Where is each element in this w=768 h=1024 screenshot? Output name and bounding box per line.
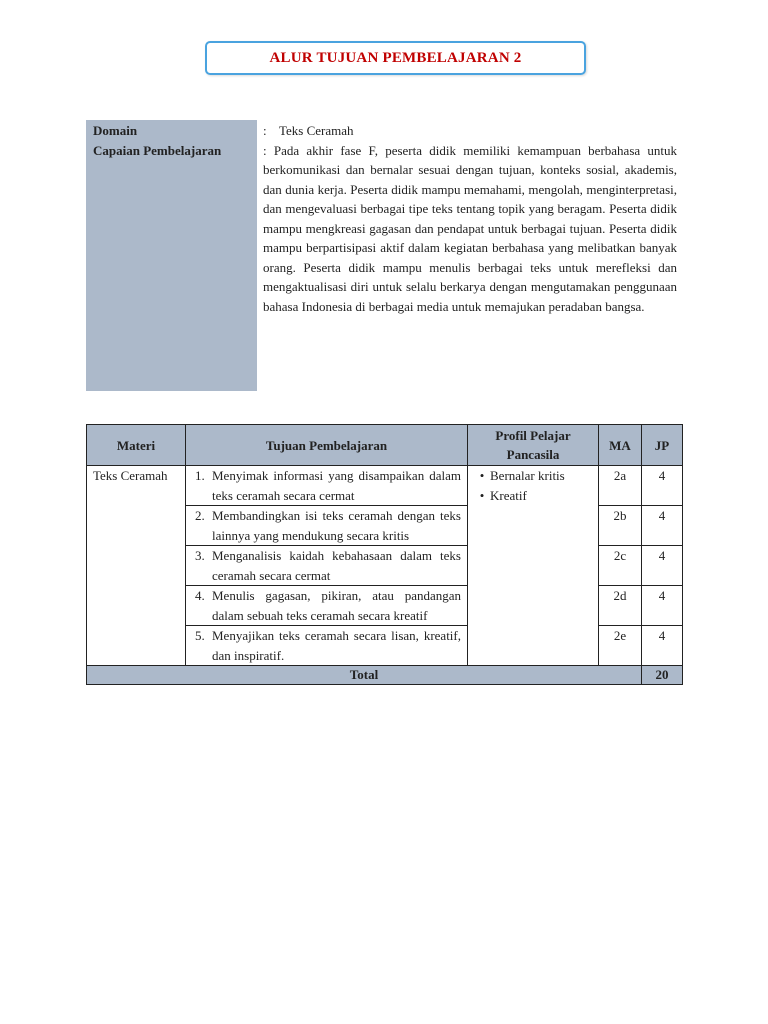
materi-cell: Teks Ceramah: [87, 466, 186, 666]
jp-cell: 4: [642, 466, 683, 506]
profil-cell: [468, 466, 599, 666]
total-label: Total: [87, 666, 642, 685]
page-title: ALUR TUJUAN PEMBELAJARAN 2: [269, 49, 522, 66]
jp-cell: 4: [642, 626, 683, 666]
tujuan-cell: [186, 506, 468, 546]
ma-cell: 2b: [599, 506, 642, 546]
ma-cell: 2c: [599, 546, 642, 586]
header-jp: JP: [642, 425, 683, 466]
cp-paragraph: [263, 141, 677, 317]
domain-value: Teks Ceramah: [279, 123, 354, 138]
list-item: • Bernalar kritis: [474, 466, 592, 486]
header-profil: Profil Pelajar Pancasila: [468, 425, 599, 466]
tujuan-cell: [186, 586, 468, 626]
list-item: • Kreatif: [474, 486, 592, 506]
jp-cell: 4: [642, 506, 683, 546]
table-header-row: [87, 425, 683, 466]
ma-cell: 2a: [599, 466, 642, 506]
jp-cell: 4: [642, 586, 683, 626]
cp-label: Capaian Pembelajaran: [93, 142, 222, 158]
tujuan-number: 3.: [195, 548, 205, 563]
domain-row: [263, 121, 677, 141]
info-values: [263, 120, 677, 316]
tujuan-text: Menyimak informasi yang disampaikan dalam teks ceramah secara cermat: [212, 468, 461, 503]
domain-colon: :: [263, 123, 267, 138]
jp-cell: 4: [642, 546, 683, 586]
tujuan-cell: [186, 546, 468, 586]
profil-item: Kreatif: [490, 488, 527, 503]
header-ma: MA: [599, 425, 642, 466]
table-row: [87, 466, 683, 506]
cp-value: Pada akhir fase F, peserta didik memiliki kemampuan berbahasa untuk berkomunikasi dan bernalar sesuai dengan tujuan, konteks sosial, akademis, dan dunia kerja. Peserta didik mampu memahami, mengolah, menginterpretasi, dan mengevaluasi berbagai tipe teks tentang topik yang beragam. Peserta didik mampu mengkreasi gagasan dan pendapat untuk berbagai tujuan. Peserta didik mampu berpartisipasi aktif dalam kegiatan berbahasa yang melibatkan banyak orang. Peserta didik mampu menulis berbagai teks untuk merefleksi dan mengaktualisasi diri untuk selalu berkarya dengan mengutamakan penggunaan bahasa Indonesia di berbagai media untuk memajukan peradaban bangsa.: [263, 142, 678, 314]
header-materi: Materi: [87, 425, 186, 466]
profil-item: Bernalar kritis: [490, 468, 565, 483]
tujuan-text: Menganalisis kaidah kebahasaan dalam teks ceramah secara cermat: [212, 548, 461, 583]
tujuan-text: Menyajikan teks ceramah secara lisan, kreatif, dan inspiratif.: [212, 628, 461, 663]
ma-cell: 2e: [599, 626, 642, 666]
tujuan-number: 2.: [195, 508, 205, 523]
tujuan-cell: [186, 466, 468, 506]
info-labels: [86, 120, 257, 391]
ma-cell: 2d: [599, 586, 642, 626]
tujuan-text: Membandingkan isi teks ceramah dengan teks lainnya yang mendukung secara kritis: [212, 508, 461, 543]
tujuan-text: Menulis gagasan, pikiran, atau pandangan dalam sebuah teks ceramah secara kreatif: [212, 588, 461, 623]
tujuan-number: 4.: [195, 588, 205, 603]
tujuan-number: 5.: [195, 628, 205, 643]
domain-label: Domain: [93, 123, 138, 138]
total-row: [87, 666, 683, 685]
cp-colon: :: [263, 142, 267, 158]
total-value: 20: [642, 666, 683, 685]
title-box: [205, 41, 586, 75]
tujuan-cell: [186, 626, 468, 666]
atp-table: [86, 424, 683, 685]
tujuan-number: 1.: [195, 468, 205, 483]
header-tujuan: Tujuan Pembelajaran: [186, 425, 468, 466]
info-section: [86, 120, 680, 391]
profil-list: [474, 466, 592, 506]
